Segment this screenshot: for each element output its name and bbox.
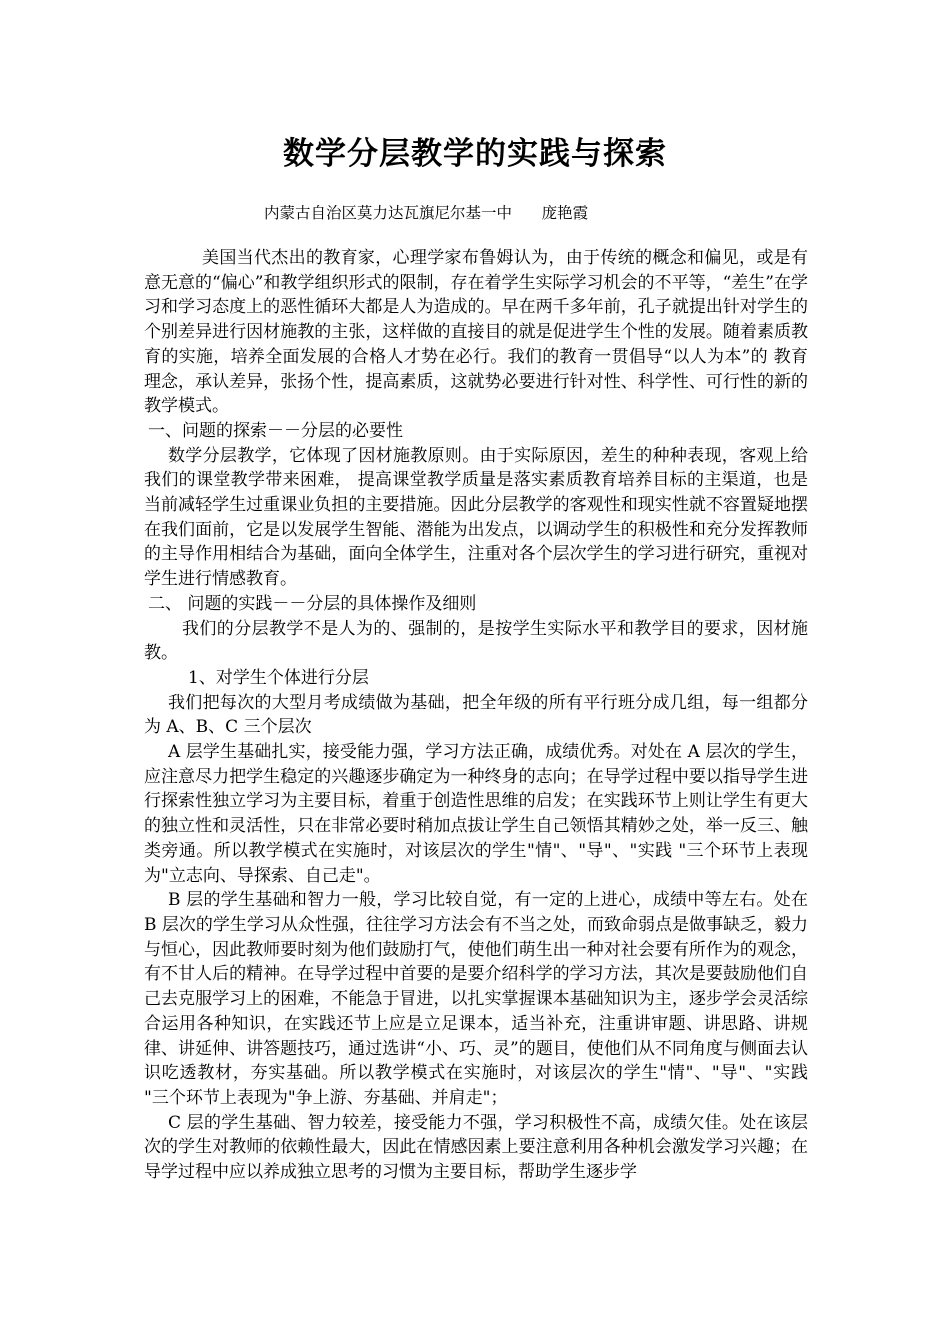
section-heading-2: 二、 问题的实践－－分层的具体操作及细则: [148, 593, 477, 614]
author-line: [264, 201, 588, 223]
body-paragraph: 我们把每次的大型月考成绩做为基础，把全年级的所有平行班分成几组，每一组都分为 A、B、C 三个层次: [144, 692, 808, 738]
subsection-heading: 1、对学生个体进行分层: [188, 667, 369, 688]
body-paragraph: 数学分层教学，它体现了因材施教原则。由于实际原因，差生的种种表现，客观上给我们的课堂教学带来困难， 提高课堂教学质量是落实素质教育培养目标的主渠道，也是当前减轻学生过重课业负担的主要措施。因此分层教学的客观性和现实性就不容置疑地摆在我们面前，它是以发展学生智能、潜能为出发点，以调动学生的积极性和充分发挥教师的主导作用相结合为基础，面向全体学生，注重对各个层次学生的学习进行研究，重视对学生进行情感教育。: [144, 445, 808, 590]
intro-paragraph: 美国当代杰出的教育家，心理学家布鲁姆认为，由于传统的概念和偏见，或是有意无意的“偏心”和教学组织形式的限制，存在着学生实际学习机会的不平等，“差生”在学习和学习态度上的恶性循环大都是人为造成的。早在两千多年前，孔子就提出针对学生的个别差异进行因材施教的主张，这样做的直接目的就是促进学生个性的发展。随着素质教育的实施，培养全面发展的合格人才势在必行。我们的教育一贯倡导“以人为本”的 教育理念，承认差异，张扬个性，提高素质，这就势必要进行针对性、科学性、可行性的新的教学模式。: [144, 248, 808, 417]
author-name: 庞艳霞: [541, 204, 589, 222]
author-school: 内蒙古自治区莫力达瓦旗尼尔基一中: [264, 204, 513, 222]
document-title: 数学分层教学的实践与探索: [283, 136, 667, 172]
body-paragraph-level-b: B 层的学生基础和智力一般，学习比较自觉，有一定的上进心，成绩中等左右。处在 B 层次的学生学习从众性强，往往学习方法会有不当之处，而致命弱点是做事缺乏，毅力与恒心，因此教师要时刻为他们鼓励打气，使他们萌生出一种对社会要有所作为的观念，有不甘人后的精神。在导学过程中首要的是要介绍科学的学习方法，其次是要鼓励他们自己去克服学习上的困难，不能急于冒进，以扎实掌握课本基础知识为主，逐步学会灵活综合运用各种知识，在实践还节上应是立足课本，适当补充，注重讲审题、讲思路、讲规律、讲延伸、讲答题技巧，通过选讲“小、巧、灵”的题目，使他们从不同角度与侧面去认识吃透教材，夯实基础。所以教学模式在实施时，对该层次的学生"情"、"导"、"实践 "三个环节上表现为"争上游、夯基础、并肩走"；: [144, 890, 808, 1108]
section-heading-1: 一、问题的探索－－分层的必要性: [148, 420, 403, 441]
body-paragraph-level-a: A 层学生基础扎实，接受能力强，学习方法正确，成绩优秀。对处在 A 层次的学生，应注意尽力把学生稳定的兴趣逐步确定为一种终身的志向；在导学过程中要以指导学生进行探索性独立学习为主要目标，着重于创造性思维的启发；在实践环节上则让学生有更大的独立性和灵活性，只在非常必要时稍加点拔让学生自己领悟其精妙之处，举一反三、触类旁通。所以教学模式在实施时，对该层次的学生"情"、"导"、"实践 "三个环节上表现为"立志向、导探索、自己走"。: [144, 742, 808, 886]
body-paragraph-level-c: C 层的学生基础、智力较差，接受能力不强，学习积极性不高，成绩欠佳。处在该层次的学生对教师的依赖性最大，因此在情感因素上要注意利用各种机会激发学习兴趣；在导学过程中应以养成独立思考的习惯为主要目标，帮助学生逐步学: [144, 1112, 808, 1183]
document-body: [144, 246, 808, 1185]
body-paragraph: 我们的分层教学不是人为的、强制的，是按学生实际水平和教学目的要求，因材施教。: [144, 618, 808, 664]
